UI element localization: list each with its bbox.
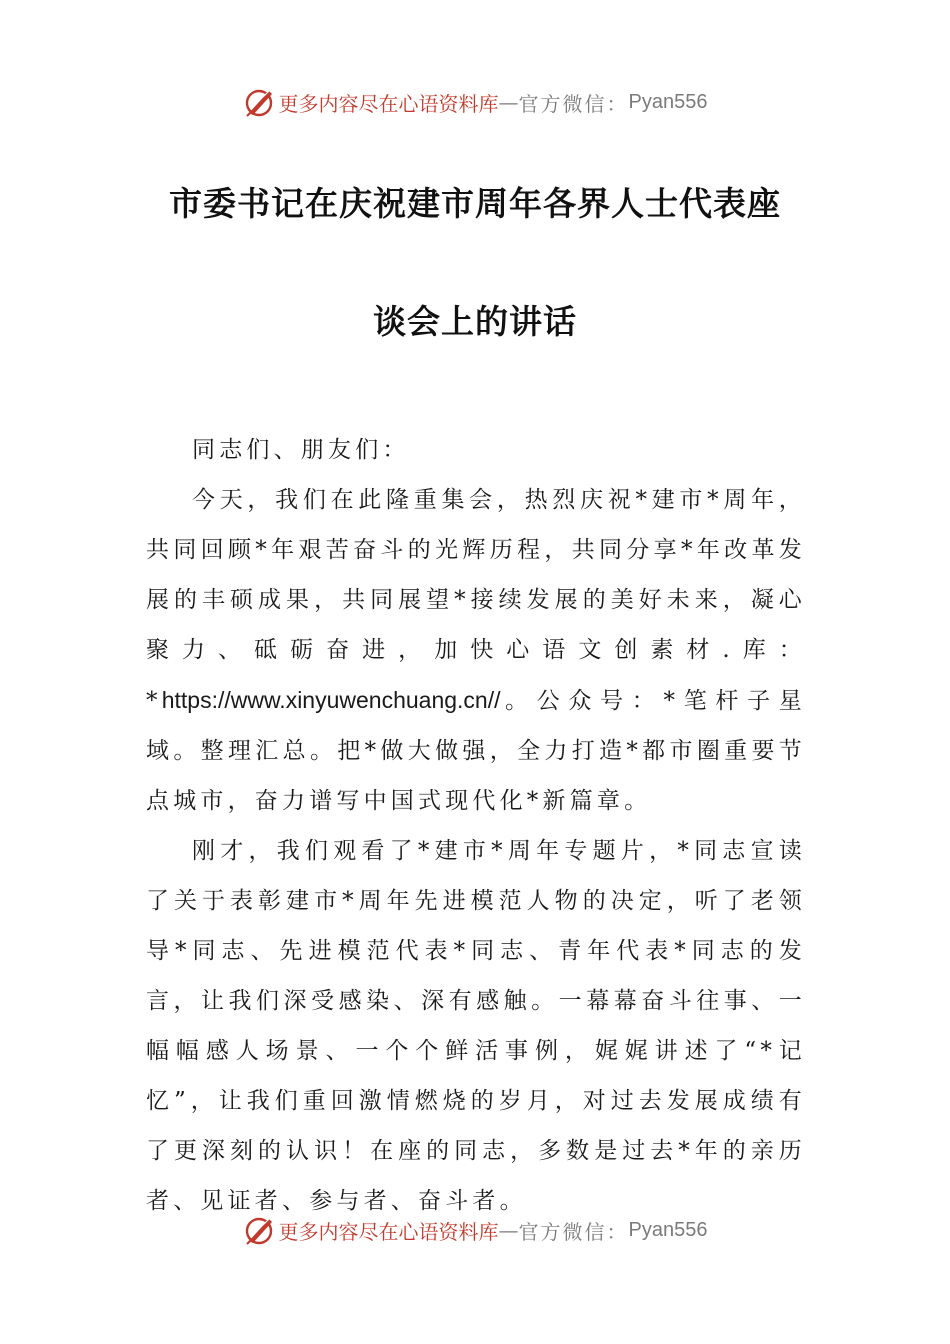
banner-wechat-label: 官方微信： <box>518 91 629 116</box>
paragraph-1-text-a: 今天，我们在此隆重集会，热烈庆祝*建市*周年，共同回顾*年艰苦奋斗的光辉历程，共同分享*年改革发展的丰硕成果，共同展望*接续发展的美好未来，凝心聚力、砥砺奋进，加快心语文创素材.库：* <box>146 487 806 714</box>
banner-site-text: 更多内容尽在心语资料库 <box>278 91 499 116</box>
quill-pen-logo-icon <box>243 1213 277 1247</box>
banner-site-text: 更多内容尽在心语资料库 <box>278 1219 499 1244</box>
document-body <box>146 425 806 1226</box>
footer-watermark-banner <box>0 1210 950 1250</box>
banner-separator: — <box>498 90 519 114</box>
paragraph-1-text-b: 。公众号：*笔杆子星域。整理汇总。把*做大做强，全力打造*都市圈重要节点城市，奋力谱写中国式现代化*新篇章。 <box>146 688 806 814</box>
header-watermark-banner <box>0 82 950 122</box>
quill-pen-logo-icon <box>243 85 277 119</box>
greeting-paragraph: 同志们、朋友们： <box>192 437 410 463</box>
banner-wechat-id: Pyan556 <box>628 1218 708 1241</box>
paragraph-1-url: https://www.xinyuwenchuang.cn// <box>161 687 501 713</box>
document-title-line-1: 市委书记在庆祝建市周年各界人士代表座 <box>169 184 781 223</box>
banner-wechat-label: 官方微信： <box>518 1219 629 1244</box>
document-title-line-2: 谈会上的讲话 <box>373 302 577 341</box>
banner-wechat-id: Pyan556 <box>628 90 708 113</box>
paragraph-2: 刚才，我们观看了*建市*周年专题片，*同志宣读了关于表彰建市*周年先进模范人物的决定，听了老领导*同志、先进模范代表*同志、青年代表*同志的发言，让我们深受感染、深有感触。一幕幕奋斗往事、一幅幅感人场景、一个个鲜活事例，娓娓讲述了“*记忆”，让我们重回激情燃烧的岁月，对过去发展成绩有了更深刻的认识！在座的同志，多数是过去*年的亲历者、见证者、参与者、奋斗者。 <box>146 838 806 1214</box>
paragraph-1 <box>146 475 806 826</box>
banner-separator: — <box>498 1218 519 1242</box>
